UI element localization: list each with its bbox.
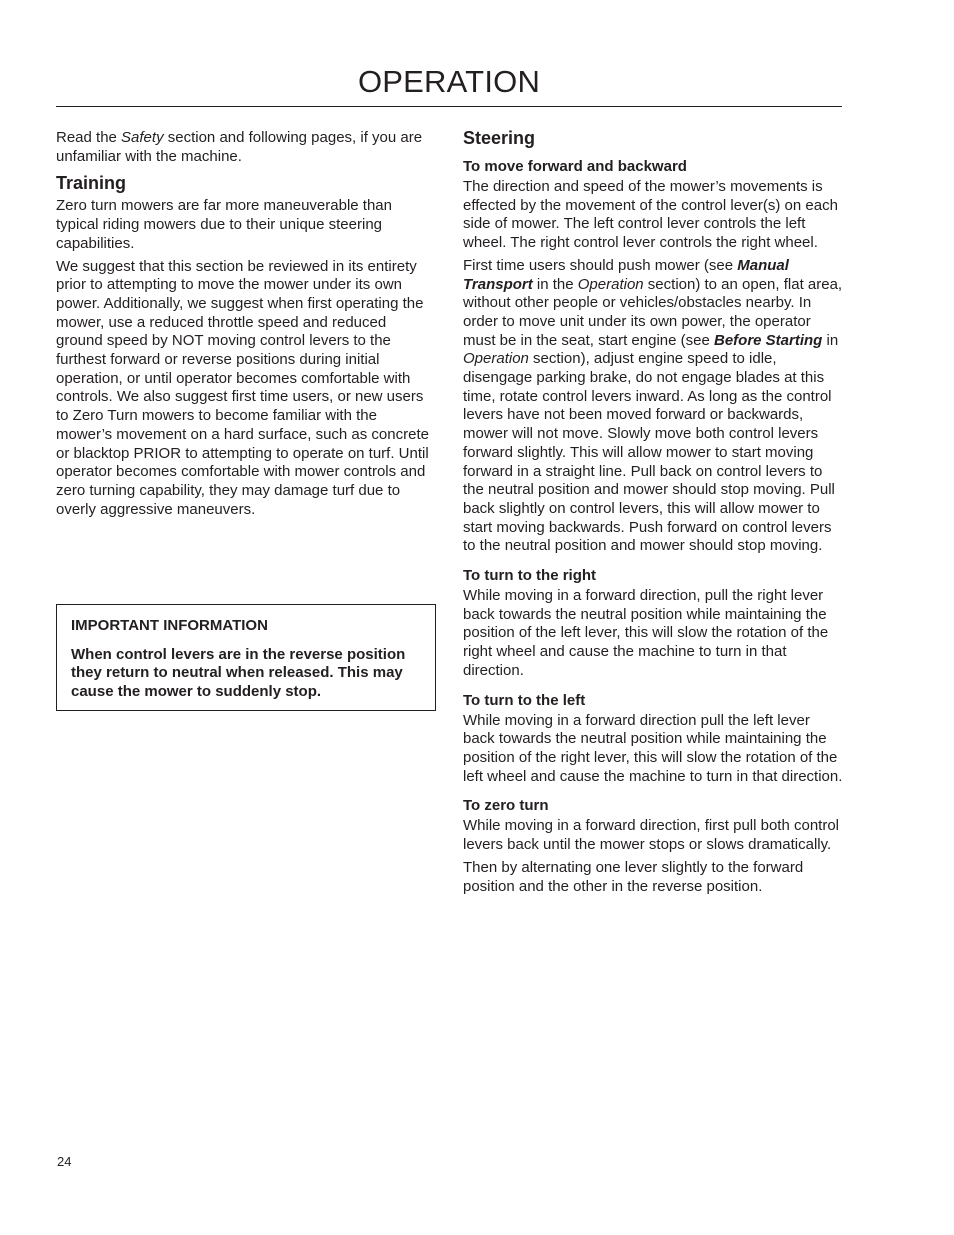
fb-text-d: in bbox=[822, 331, 839, 349]
title-divider bbox=[56, 106, 842, 107]
important-information-title: IMPORTANT INFORMATION bbox=[71, 617, 268, 634]
fb-text-b: in the bbox=[532, 275, 578, 293]
intro-paragraph bbox=[56, 129, 436, 166]
zero-turn-heading: To zero turn bbox=[463, 797, 549, 815]
page-number: 24 bbox=[57, 1154, 72, 1169]
important-information-text: When control levers are in the reverse position they return to neutral when released. This may cause the mower to suddenly stop. bbox=[71, 645, 406, 701]
turn-right-heading: To turn to the right bbox=[463, 567, 597, 585]
left-column bbox=[56, 129, 436, 523]
turn-left-heading: To turn to the left bbox=[463, 691, 586, 709]
right-column bbox=[463, 127, 843, 900]
steering-heading: Steering bbox=[463, 128, 536, 148]
fb-text-e: section), adjust engine speed to idle, disengage parking brake, do not engage blades at this time, rotate control levers inward. As long as the control levers have not been moved forward or backwards, mower will not move. Slowly move both control levers forward slightly. This will allow mower to start moving forward in a straight line. Pull back on control levers to the neutral position and mower should stop moving. Pull back slightly on control levers, this will allow mower to start moving backwards. Push forward on control levers to the neutral position and mower should stop moving. bbox=[463, 350, 835, 555]
training-paragraph-1: Zero turn mowers are far more maneuverable than typical riding mowers due to their unique steering capabilities. bbox=[56, 197, 392, 252]
forward-backward-heading: To move forward and backward bbox=[463, 158, 687, 175]
intro-text-before: Read the bbox=[56, 129, 122, 146]
zero-turn-paragraph-1: While moving in a forward direction, first pull both control levers back until the mower stops or slows dramatically. bbox=[463, 817, 839, 854]
operation-reference-2: Operation bbox=[463, 350, 529, 368]
zero-turn-paragraph-2: Then by alternating one lever slightly to the forward position and the other in the reverse position. bbox=[463, 858, 804, 895]
forward-backward-paragraph-1: The direction and speed of the mower’s movements is effected by the movement of the control lever(s) on each side of mower. The left control lever controls the left wheel. The right control lever controls the right wheel. bbox=[463, 178, 838, 252]
operation-reference-1: Operation bbox=[577, 275, 644, 293]
intro-text-after: section and following pages, if you are unfamiliar with the machine. bbox=[56, 129, 423, 165]
forward-backward-paragraph-2 bbox=[463, 257, 843, 556]
training-heading: Training bbox=[56, 173, 127, 194]
important-information-box bbox=[56, 604, 436, 711]
before-starting-reference: Before Starting bbox=[713, 331, 823, 349]
fb-text-a: First time users should push mower (see bbox=[463, 256, 738, 274]
manual-transport-reference: Manual Transport bbox=[463, 256, 789, 293]
training-paragraph-2: We suggest that this section be reviewed in its entirety prior to attempting to move the mower under its own power. Additionally, we suggest when first operating the mower, use a reduced throttle speed and reduced ground speed by NOT moving control levers to the furthest forward or reverse positions during initial operation, or until operator becomes comfortable with controls. We also suggest first time users, or new users to Zero Turn mowers to become familiar with the mower’s movement on a hard surface, such as concrete or blacktop PRIOR to attempting to operate on turf. Until operator becomes comfortable with mower controls and zero turning capability, they may damage turf due to overly aggressive maneuvers. bbox=[56, 257, 429, 518]
fb-text-c: section) to an open, flat area, without other people or vehicles/obstacles nearby. In order to move unit under its own power, the operator must be in the seat, start engine (see bbox=[463, 275, 843, 349]
turn-left-paragraph: While moving in a forward direction pull the left lever back towards the neutral position while maintaining the position of the right lever, this will slow the rotation of the left wheel and cause the machine to turn in that direction. bbox=[463, 711, 843, 785]
turn-right-paragraph: While moving in a forward direction, pull the right lever back towards the neutral position while maintaining the position of the left lever, this will slow the rotation of the right wheel and cause the machine to turn in that direction. bbox=[463, 587, 829, 679]
safety-reference: Safety bbox=[121, 129, 164, 146]
page-title: OPERATION bbox=[357, 64, 541, 99]
